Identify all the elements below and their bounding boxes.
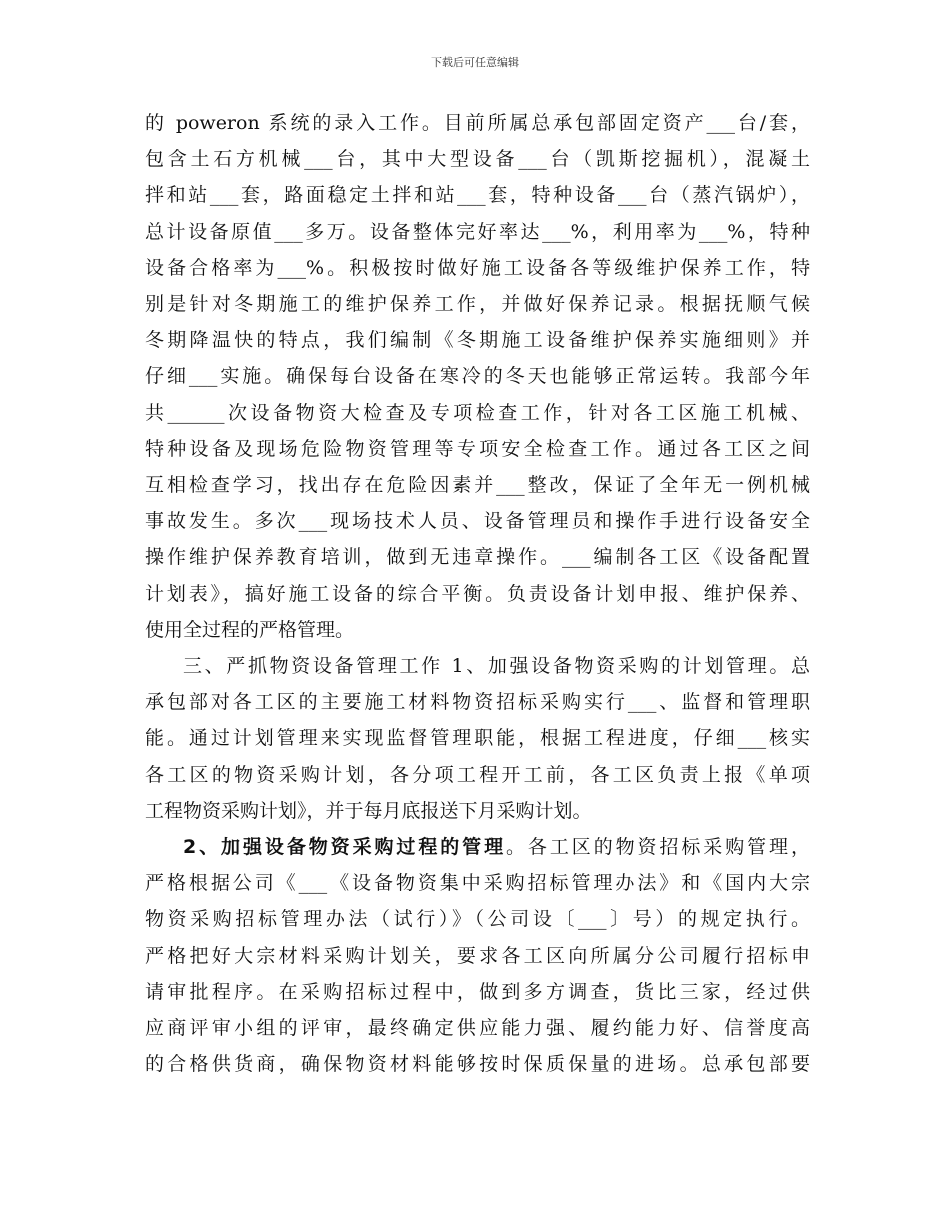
text-line: 仔细___实施。确保每台设备在寒冷的冬天也能够正常运转。我部今年	[145, 365, 810, 388]
text-line: 三、严抓物资设备管理工作 1、加强设备物资采购的计划管理。总	[183, 655, 810, 678]
text-line: 承包部对各工区的主要施工材料物资招标采购实行___、监督和管理职	[145, 691, 810, 714]
text-line: 物资采购招标管理办法（试行）》（公司设〔___〕号）的规定执行。	[145, 908, 810, 931]
text-line: 严格根据公司《___《设备物资集中采购招标管理办法》和《国内大宗	[145, 872, 810, 895]
text-line: 使用全过程的严格管理。	[145, 618, 355, 641]
section-heading: 2、加强设备物资采购过程的管理	[183, 836, 507, 859]
text-line: 工程物资采购计划》，并于每月底报送下月采购计划。	[145, 799, 592, 822]
text-line: 能。通过计划管理来实现监督管理职能，根据工程进度，仔细___核实	[145, 727, 810, 750]
text-line: 的合格供货商，确保物资材料能够按时保质保量的进场。总承包部要	[145, 1053, 810, 1076]
text-line: 冬期降温快的特点，我们编制《冬期施工设备维护保养实施细则》并	[145, 329, 810, 352]
text-line: 拌和站___套，路面稳定土拌和站___套，特种设备___台（蒸汽锅炉），	[145, 184, 810, 207]
text-line: 各工区的物资采购计划，各分项工程开工前，各工区负责上报《单项	[145, 763, 810, 786]
text-line: 操作维护保养教育培训，做到无违章操作。___编制各工区《设备配置	[145, 546, 810, 569]
text-line: 的 poweron 系统的录入工作。目前所属总承包部固定资产___台/套，	[145, 112, 810, 134]
page-header: 下载后可任意编辑	[431, 56, 519, 69]
text-line: 事故发生。多次___现场技术人员、设备管理员和操作手进行设备安全	[145, 510, 810, 533]
text-line: 总计设备原值___多万。设备整体完好率达___%，利用率为___%，特种	[145, 220, 810, 243]
text-line: 互相检查学习，找出存在危险因素并___整改，保证了全年无一例机械	[145, 474, 810, 497]
text-line: 严格把好大宗材料采购计划关，要求各工区向所属分公司履行招标申	[145, 944, 810, 967]
text-line: 共______次设备物资大检查及专项检查工作，针对各工区施工机械、	[145, 401, 810, 424]
text-line: 特种设备及现场危险物资管理等专项安全检查工作。通过各工区之间	[145, 437, 810, 460]
document-body	[145, 105, 810, 1082]
paragraph-3	[145, 829, 810, 1082]
text-line: 请审批程序。在采购招标过程中，做到多方调查，货比三家，经过供	[145, 980, 810, 1003]
paragraph-2	[145, 648, 810, 829]
text-line: 计划表》，搞好施工设备的综合平衡。负责设备计划申报、维护保养、	[145, 582, 810, 605]
text-line: 别是针对冬期施工的维护保养工作，并做好保养记录。根据抚顺气候	[145, 293, 810, 316]
heading-rest: 。各工区的物资招标采购管理，	[506, 836, 810, 859]
text-line: 设备合格率为___%。积极按时做好施工设备各等级维护保养工作，特	[145, 256, 810, 279]
text-line: 包含土石方机械___台，其中大型设备___台（凯斯挖掘机），混凝土	[145, 148, 810, 171]
paragraph-1	[145, 105, 810, 648]
text-line	[145, 829, 810, 865]
text-line: 应商评审小组的评审，最终确定供应能力强、履约能力好、信誉度高	[145, 1017, 810, 1040]
